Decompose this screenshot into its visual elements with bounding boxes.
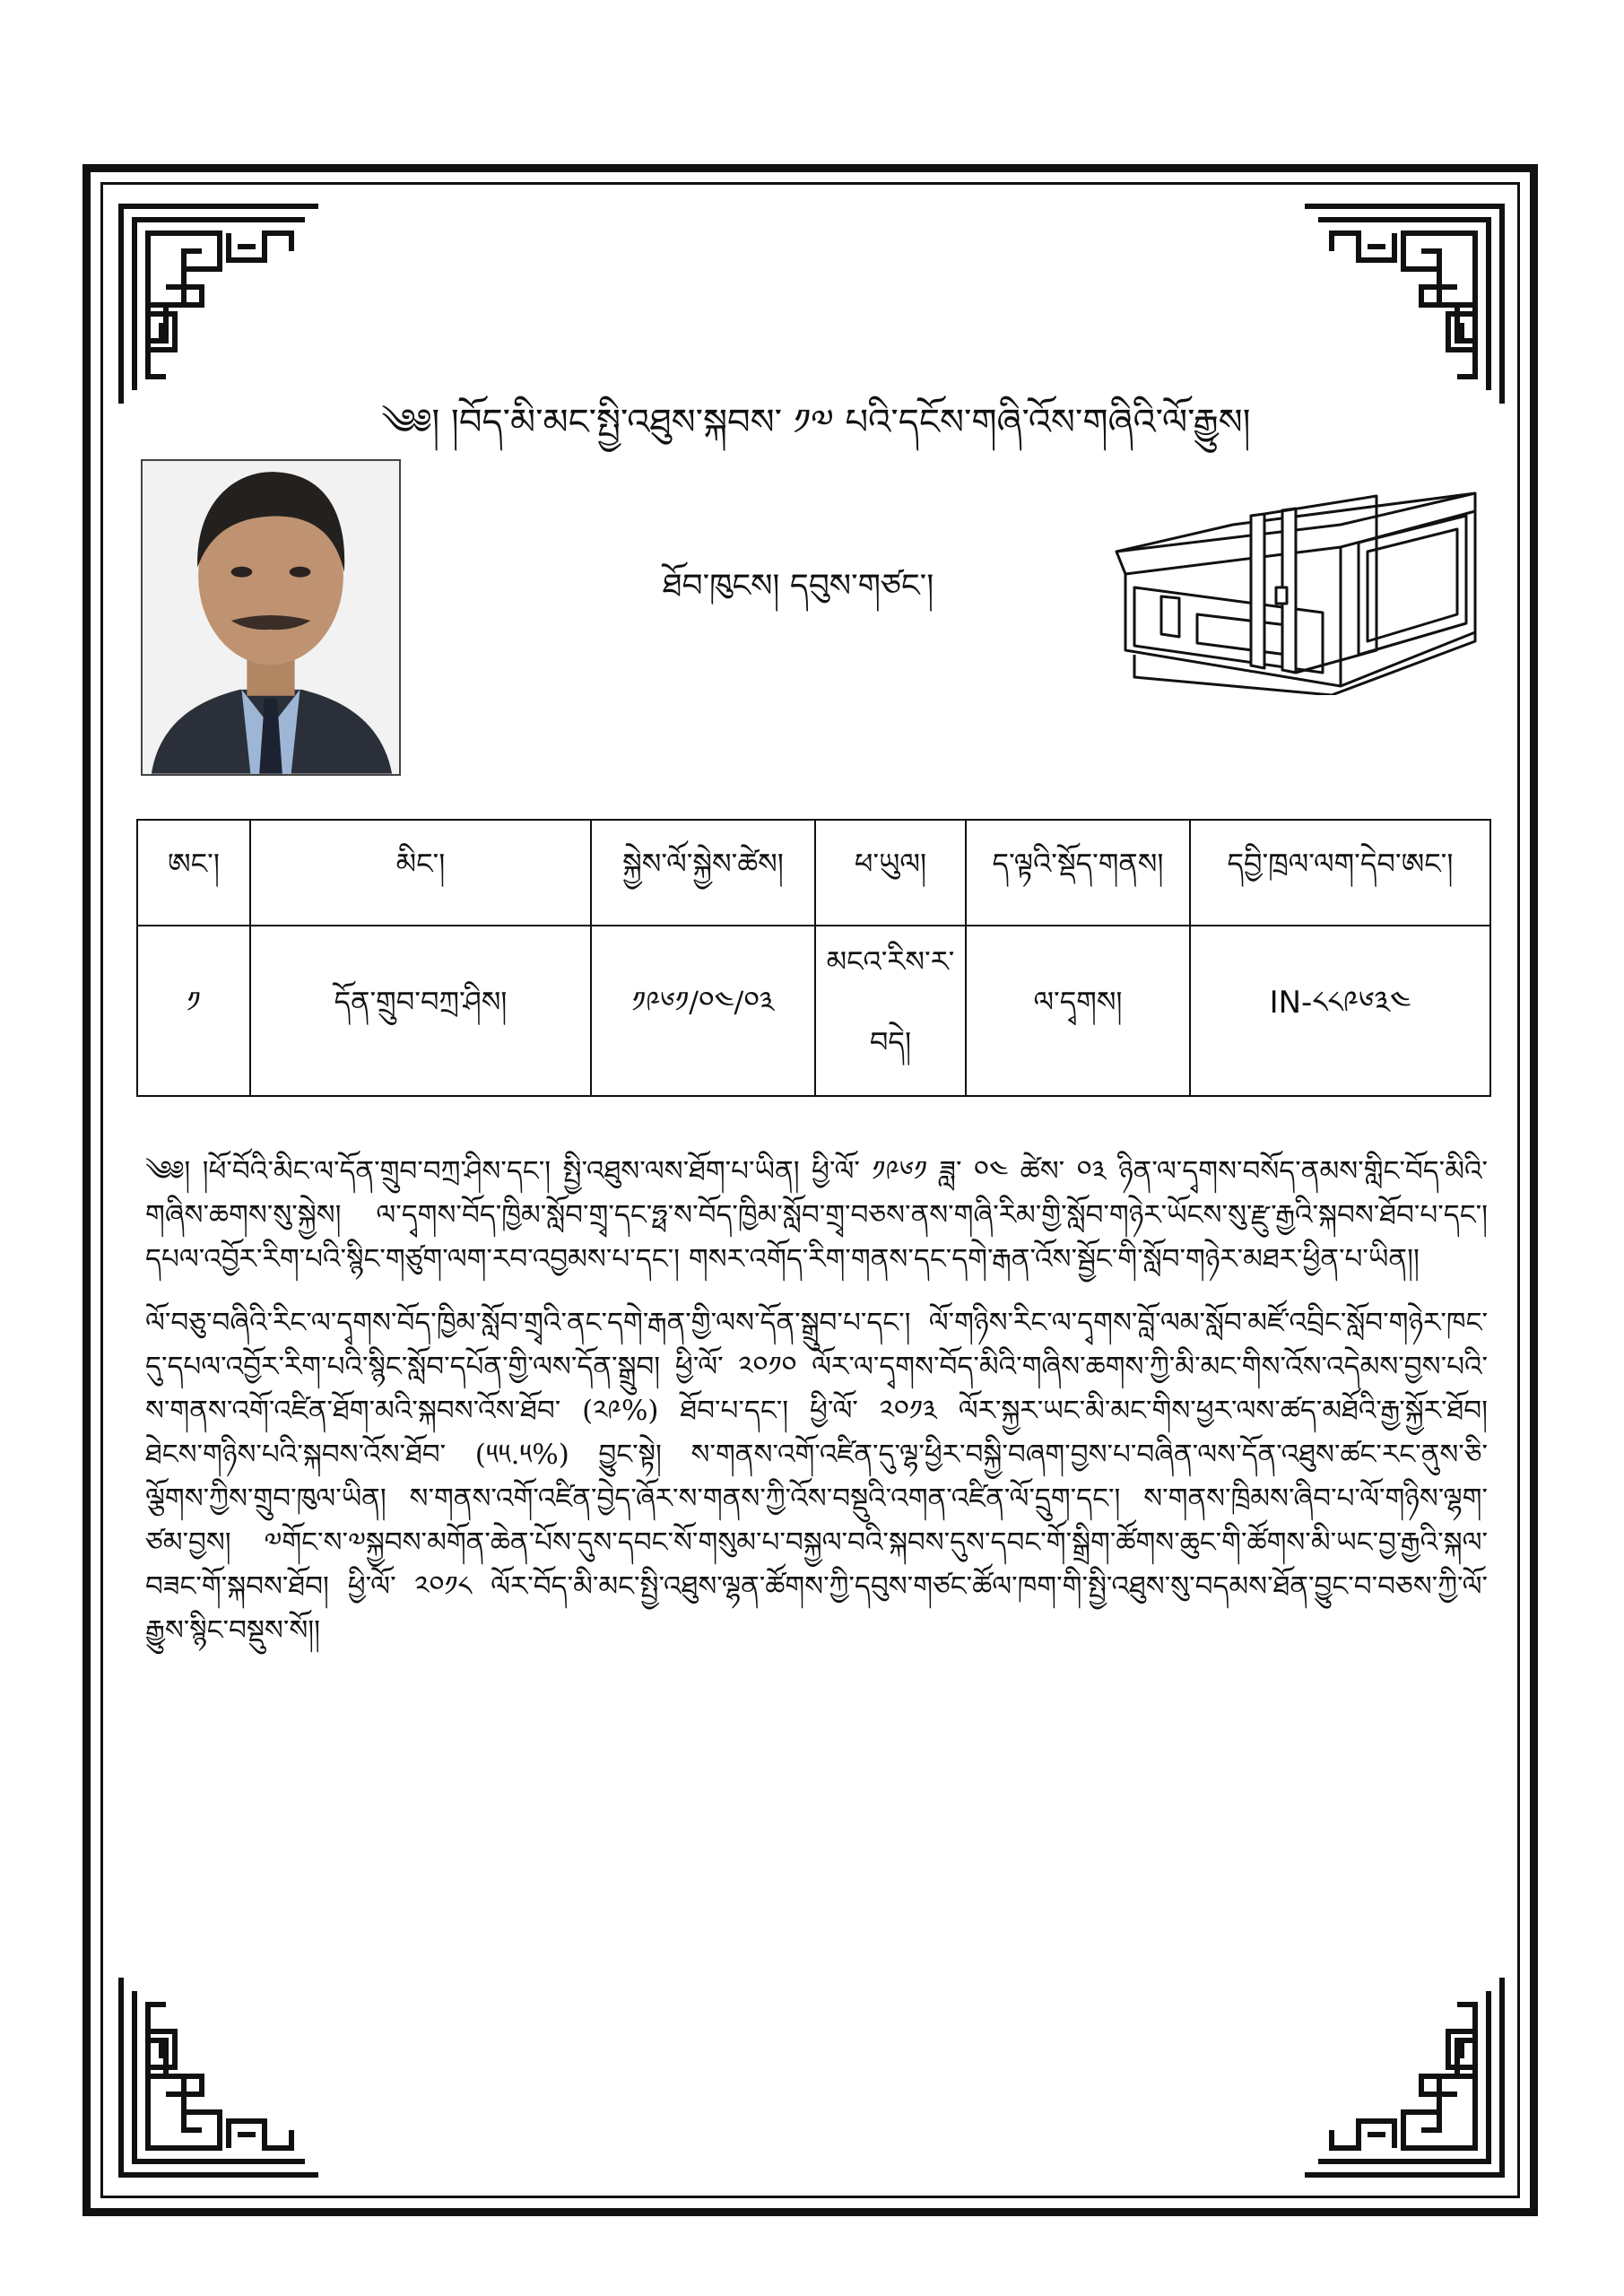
- header-name: མིང་།: [250, 820, 591, 926]
- header-number: ཨང་།: [137, 820, 250, 926]
- header-green-book-number: དབྱི་ཁྲལ་ལག་དེབ་ཨང་།: [1190, 820, 1490, 926]
- cell-number: ༡: [137, 926, 250, 1096]
- header-native-place: ཕ་ཡུལ།: [815, 820, 966, 926]
- corner-ornament-top-right: [1296, 197, 1511, 413]
- table-header-row: [137, 820, 1490, 926]
- cell-native-place: མངའ་རིས་ར་བདེ།: [815, 926, 966, 1096]
- cell-green-book-number: IN-༨༨༩༦༣༤: [1190, 926, 1490, 1096]
- header-birth-date: སྐྱེས་ལོ་སྐྱེས་ཚེས།: [591, 820, 815, 926]
- candidate-photo: [141, 459, 401, 776]
- biography-paragraph: ༄༅། །ཕོ་བོའི་མིང་ལ་དོན་གྲུབ་བཀྲ་ཤིས་དང་། སྤྱི་འཐུས་ལས་ཐོག་པ་ཡིན། ཕྱི་ལོ་ ༡༩༦༡ ཟླ་ ༠༤ ཚེས་ ༠༣ ཉིན་ལ་དྭགས་བསོད་ནམས་གླིང་བོད་མིའི་གཞིས་ཆགས་སུ་སྐྱེས། ལ་དྭགས་བོད་ཁྱིམ་སློབ་གྲྭ་དང་ཧྥ་ས་བོད་ཁྱིམ་སློབ་གྲྭ་བཅས་ནས་གཞི་རིམ་གྱི་སློབ་གཉེར་ཡོངས་སུ་རྫུ་རྒྱའི་སྐབས་ཐོབ་པ་དང་། དཔལ་འབྱོར་རིག་པའི་སྙིང་གཙུག་ལག་རབ་འབྱམས་པ་དང་། གསར་འགོད་རིག་གནས་དང་དགེ་རྒན་འོས་སྦྱོང་གི་སློབ་གཉེར་མཐར་ཕྱིན་པ་ཡིན།།: [145, 1155, 1488, 1275]
- biography-text: [145, 1150, 1488, 1673]
- constituency-label: ཐོབ་ཁུངས། དབུས་གཙང་།: [662, 568, 934, 604]
- cell-birth-date: ༡༩༦༡/༠༤/༠༣: [591, 926, 815, 1096]
- corner-ornament-top-left: [112, 197, 327, 413]
- candidate-info-table: [136, 819, 1491, 1097]
- table-row: [137, 926, 1490, 1096]
- biography-paragraph: ལོ་བཅུ་བཞིའི་རིང་ལ་དྭགས་བོད་ཁྱིམ་སློབ་གྲྭའི་ནང་དགེ་རྒན་གྱི་ལས་དོན་སྒྲུབ་པ་དང་། ལོ་གཉིས་རིང་ལ་དྭགས་བློ་ལམ་སློབ་མཛོ་འབྲིང་སློབ་གཉེར་ཁང་དུ་དཔལ་འབྱོར་རིག་པའི་སྙིང་སློབ་དཔོན་གྱི་ལས་དོན་སྒྲུབ། ཕྱི་ལོ་ ༢༠༡༠ ལོར་ལ་དྭགས་བོད་མིའི་གཞིས་ཆགས་ཀྱི་མི་མང་གིས་འོས་འདེམས་བྱས་པའི་ས་གནས་འགོ་འཛིན་ཐོག་མའི་སྐབས་འོས་ཐོབ་ (༢༩%) ཐོབ་པ་དང་། ཕྱི་ལོ་ ༢༠༡༣ ལོར་སྐྱར་ཡང་མི་མང་གིས་ཕྱར་ལས་ཚད་མཐོའི་རྒྱ་སྐྱོར་ཐོབ། ཐེངས་གཉིས་པའི་སྐབས་འོས་ཐོབ་ (༥༥.༥%) བྱུང་སྟེ། ས་གནས་འགོ་འཛིན་དུ་ལྷ་ཕྱིར་བསྐྱི་བཞག་བྱས་པ་བཞིན་ལས་དོན་འཐུས་ཚང་རང་ནུས་ཅི་ལྕོགས་ཀྱིས་གྲུབ་ཁུལ་ཡིན། ས་གནས་འགོ་འཛིན་བྱེད་ཞོར་ས་གནས་ཀྱི་འོས་བསྡུའི་འགན་འཛིན་ལོ་དྲུག་དང་། ས་གནས་ཁྲིམས་ཞིབ་པ་ལོ་གཉིས་ལྷག་ཙམ་བྱས། ༧གོང་ས་༧སྐྱབས་མགོན་ཆེན་པོས་དུས་དབང་སོ་གསུམ་པ་བསྐྱལ་བའི་སྐབས་དུས་དབང་གོ་སྒྲིག་ཚོགས་ཆུང་གི་ཚོགས་མི་ཡང་བྱ་རྒྱའི་སྐལ་བཟང་གོ་སྐབས་ཐོབ། ཕྱི་ལོ་ ༢༠༡༨ ལོར་བོད་མི་མང་སྤྱི་འཐུས་ལྷན་ཚོགས་ཀྱི་དབུས་གཙང་ཚོལ་ཁག་གི་སྤྱི་འཐུས་སུ་བདམས་ཐོན་བྱུང་བ་བཅས་ཀྱི་ལོ་རྒྱུས་སྙིང་བསྡུས་སོ།།: [145, 1307, 1488, 1647]
- cell-residence: ལ་དྭགས།: [966, 926, 1190, 1096]
- ballot-box-illustration: [1107, 489, 1484, 695]
- header-residence: ད་ལྟའི་སྡོད་གནས།: [966, 820, 1190, 926]
- corner-ornament-bottom-right: [1296, 1969, 1511, 2184]
- cell-name: དོན་གྲུབ་བཀྲ་ཤིས།: [250, 926, 591, 1096]
- document-title: ༄༅། །བོད་མི་མང་སྤྱི་འཐུས་སྐབས་ ༡༧ པའི་དངོས་གཞི་འོས་གཞིའི་ལོ་རྒྱུས།: [381, 402, 1251, 443]
- corner-ornament-bottom-left: [112, 1969, 327, 2184]
